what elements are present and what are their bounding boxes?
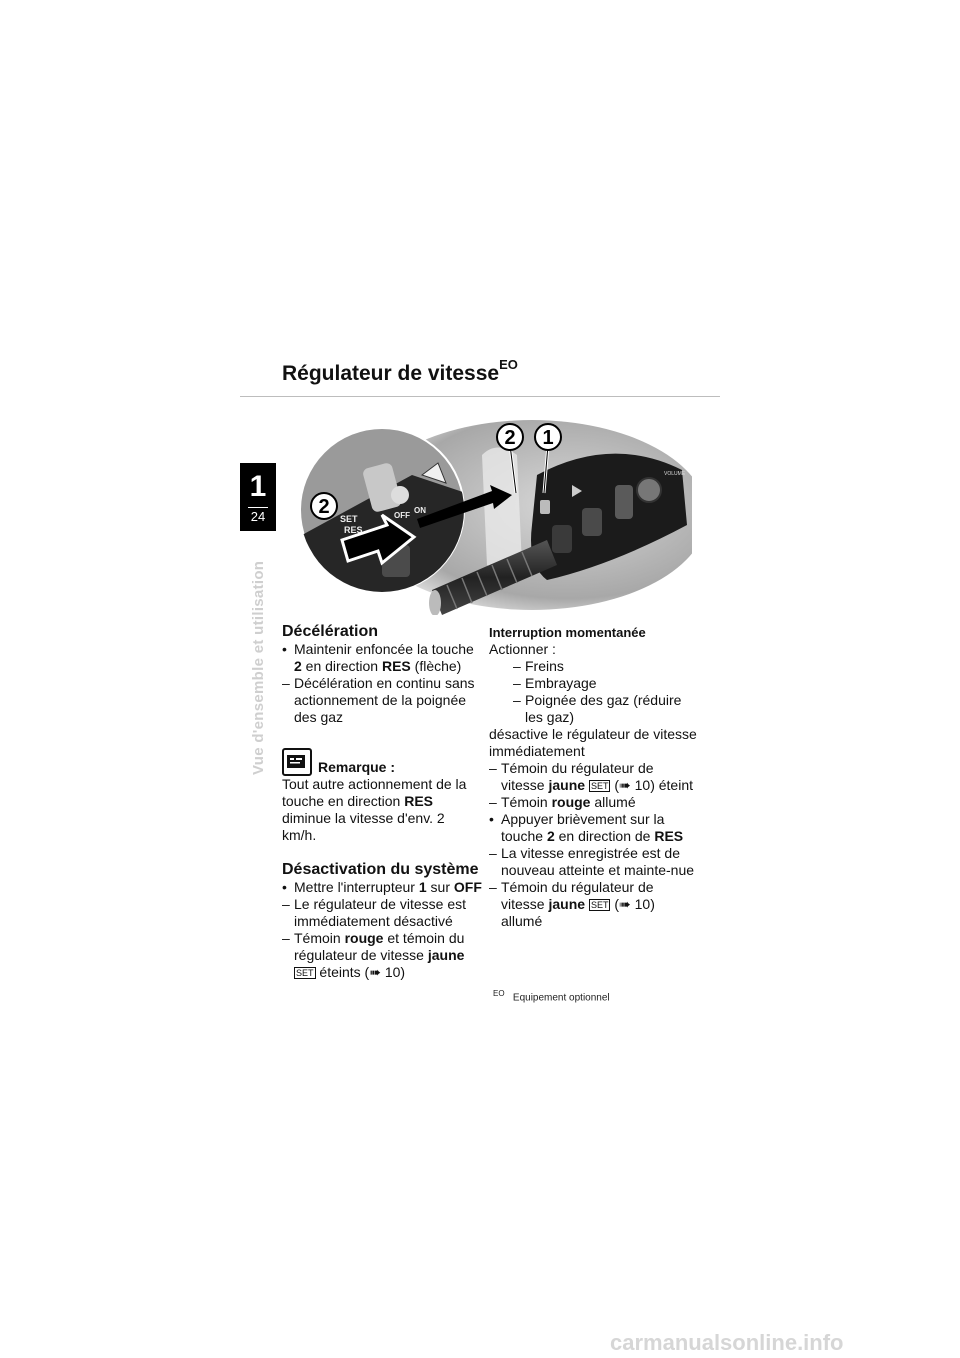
- list-item: • Appuyer brièvement sur la touche 2 en direction de RES: [489, 811, 684, 844]
- interruption-actions: [489, 658, 699, 726]
- off-label: OFF: [394, 511, 410, 520]
- page-title: Régulateur de vitesse$^{EO}$: [282, 357, 518, 385]
- note-title: Remarque :: [282, 748, 482, 776]
- res-label: RES: [344, 525, 363, 535]
- list-item: • Maintenir enfoncée la touche 2 en direction RES (flèche): [282, 641, 474, 674]
- list-item: • Mettre l'interrupteur 1 sur OFF: [282, 879, 482, 895]
- interruption-heading: Interruption momentanée: [489, 625, 646, 640]
- list-item: – Poignée des gaz (réduire les gaz): [513, 692, 682, 725]
- set-indicator-icon: SET: [590, 900, 609, 910]
- set-indicator-icon: SET: [590, 781, 609, 791]
- set-label: SET: [340, 514, 358, 524]
- list-item: – Le régulateur de vitesse est immédiatement désactivé: [282, 896, 466, 929]
- title-divider: [240, 396, 720, 397]
- on-label: ON: [414, 506, 426, 515]
- page-number: 24: [250, 509, 266, 524]
- list-item: – Freins: [513, 658, 564, 674]
- callout-2-label: 2: [504, 427, 516, 449]
- callout-2-marker: [497, 424, 523, 450]
- chapter-number: 1: [249, 470, 267, 503]
- deceleration-heading: Décélération: [282, 623, 379, 640]
- list-item: – Témoin rouge allumé: [489, 794, 636, 810]
- interruption-intro: Actionner :: [489, 641, 556, 657]
- list-item: – Témoin du régulateur de vitesse jaune SET (➠ 10) éteint: [489, 760, 693, 793]
- note-text: Tout autre actionnement de la touche en direction RES diminue la vitesse d'env. 2 km/h.: [282, 776, 467, 843]
- inset-callout-label: 2: [318, 496, 330, 518]
- note-icon: [282, 748, 312, 776]
- optional-equipment-mark: EO: [499, 357, 518, 372]
- footnote: $^{EO}$ Equipement optionnel: [493, 989, 610, 1004]
- chapter-divider: [248, 507, 268, 508]
- right-column: [489, 624, 699, 930]
- deceleration-list: [282, 641, 482, 726]
- list-item: – Embrayage: [513, 675, 597, 691]
- deactivation-list: [282, 879, 482, 981]
- list-item: – Témoin rouge et témoin du régulateur de vitesse jaune SET éteints (➠ 10): [282, 930, 465, 980]
- list-item: – Décélération en continu sans actionnement de la poignée des gaz: [282, 675, 475, 725]
- list-item: – Témoin du régulateur de vitesse jaune SET (➠ 10) allumé: [489, 879, 655, 929]
- watermark: carmanualsonline.info: [610, 1330, 844, 1355]
- set-indicator-icon: SET: [296, 968, 314, 978]
- inset-callout-marker: [311, 493, 337, 519]
- left-column: [282, 622, 482, 981]
- callout-1-marker: [535, 424, 561, 450]
- callout-1-label: 1: [542, 427, 554, 449]
- interruption-effect: désactive le régulateur de vitesse immédiatement: [489, 726, 697, 759]
- interruption-results: [489, 760, 699, 930]
- handlebar-switch-photo: [282, 415, 692, 615]
- deactivation-heading: Désactivation du système: [282, 861, 479, 878]
- chapter-side-label: Vue d'ensemble et utilisation: [250, 560, 267, 775]
- volume-label: VOLUME: [664, 471, 686, 477]
- list-item: – La vitesse enregistrée est de nouveau atteinte et mainte-nue: [489, 845, 695, 878]
